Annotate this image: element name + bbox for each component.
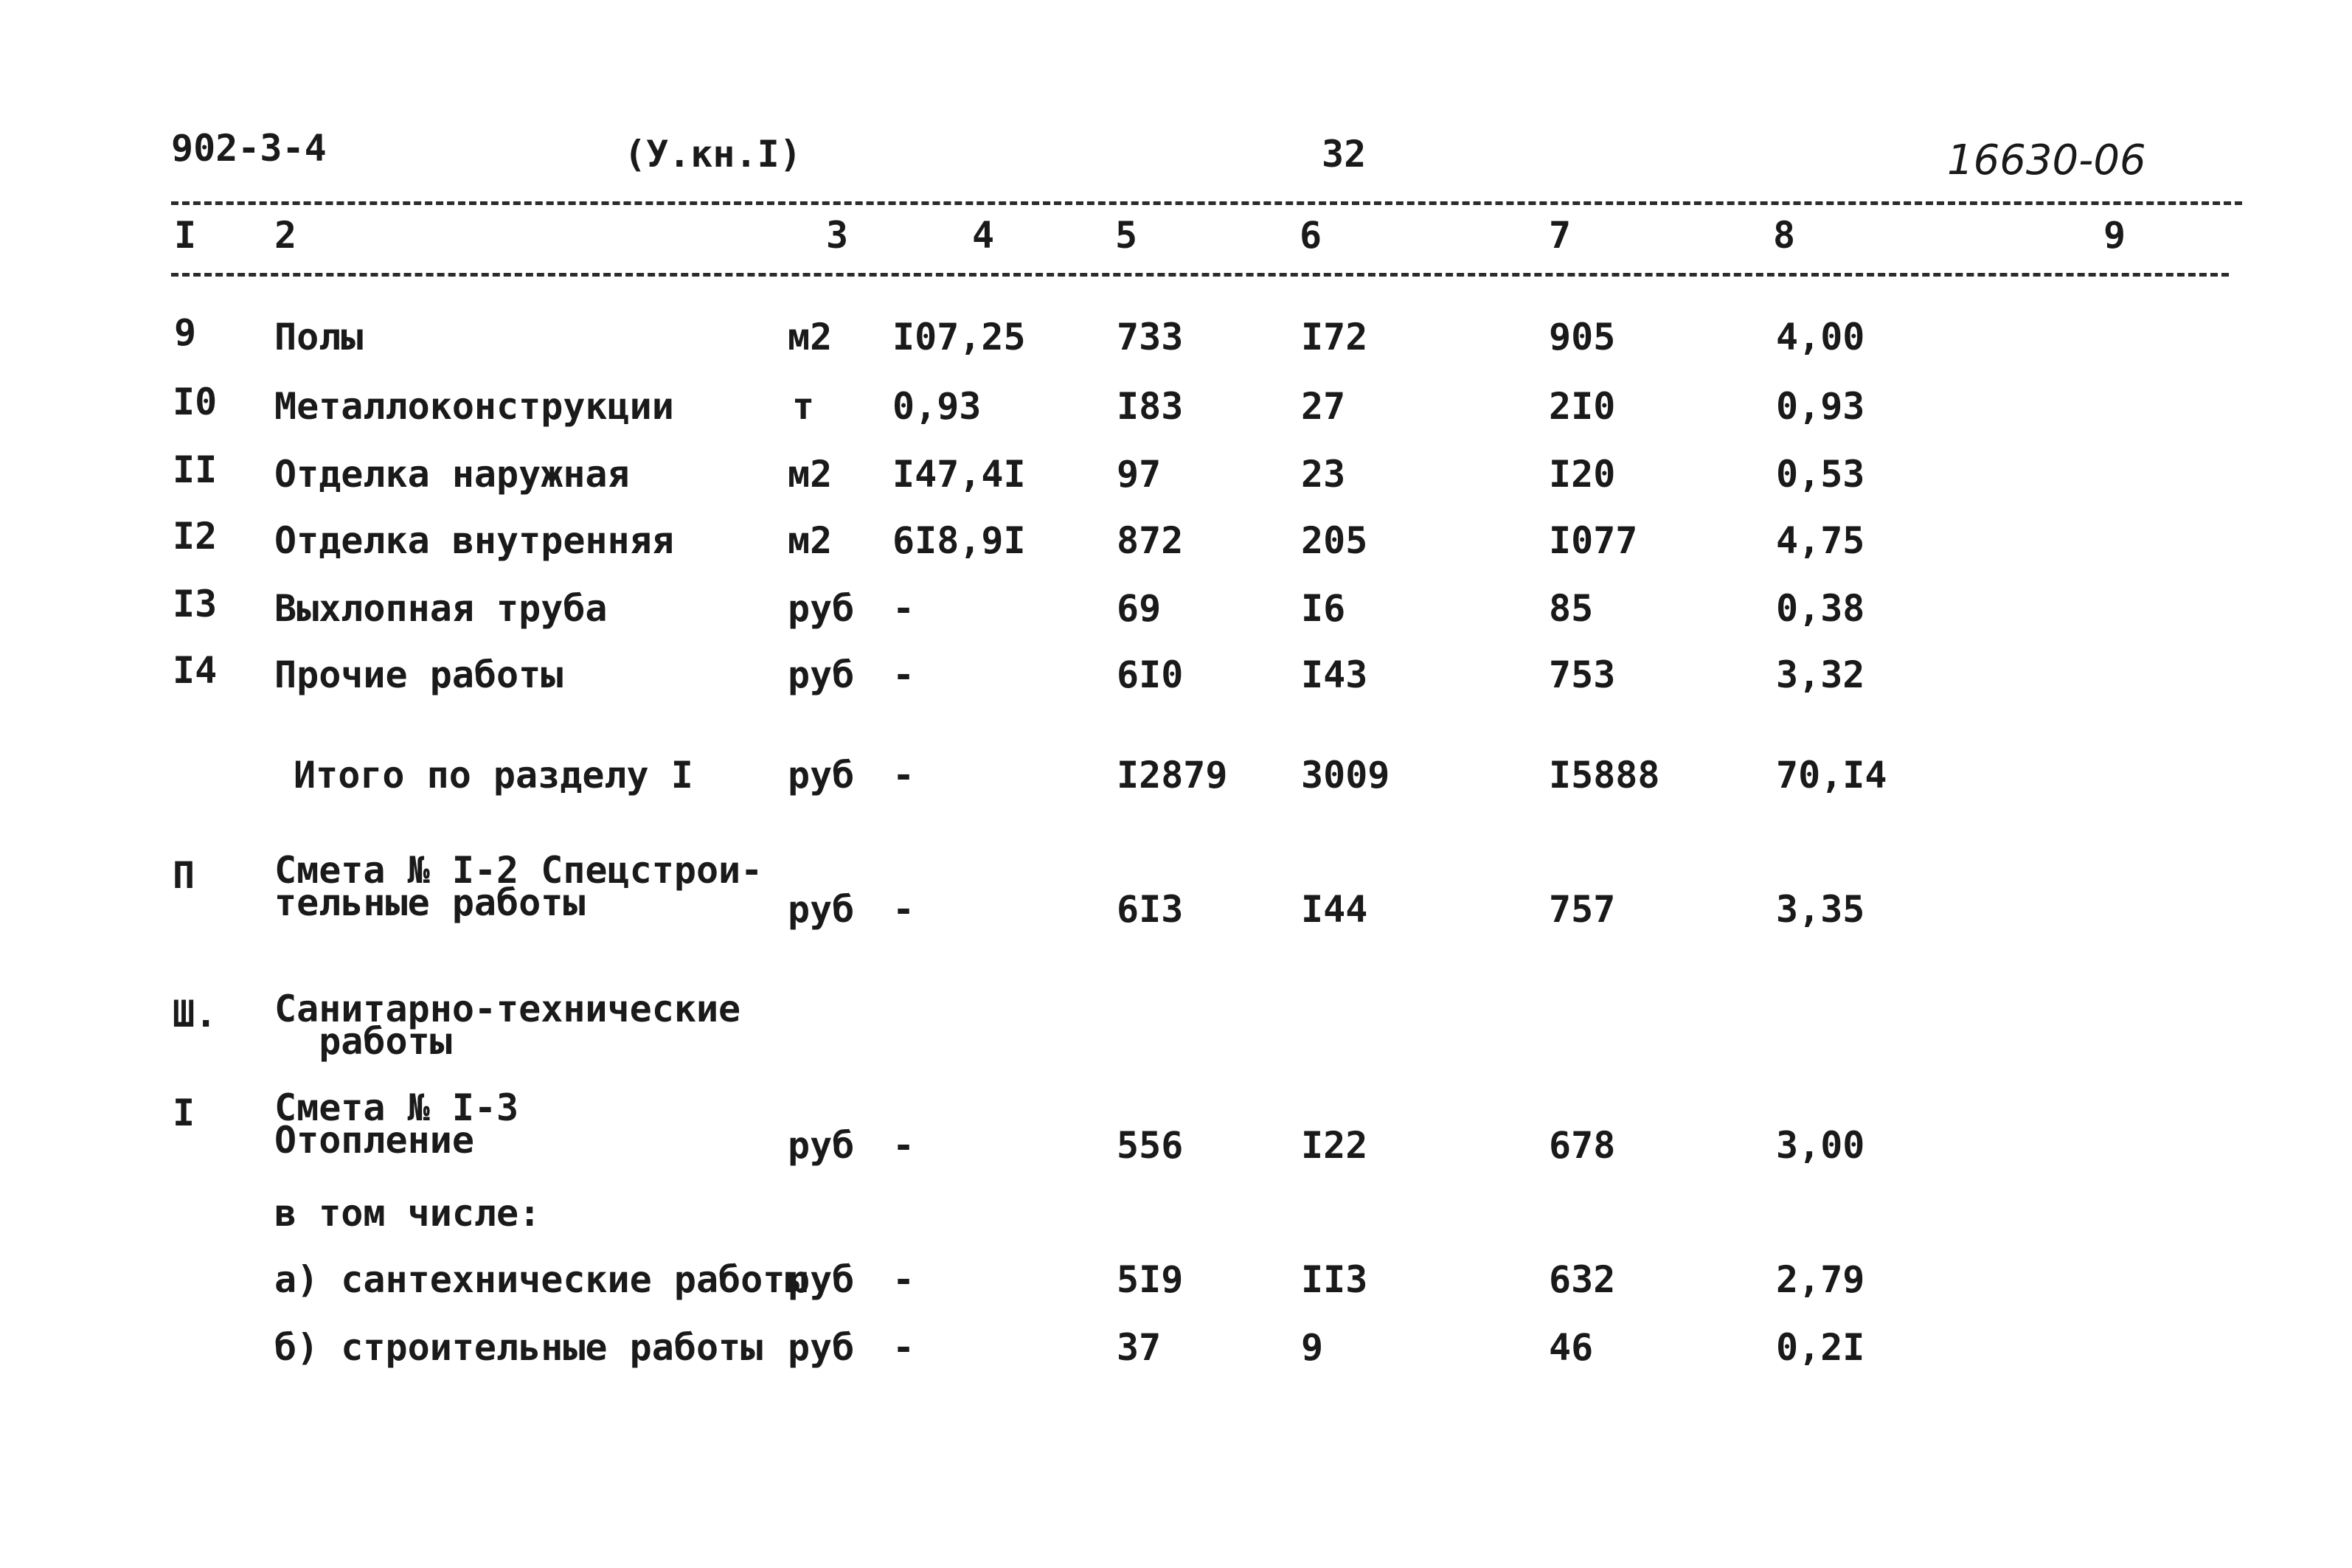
row-name: Прочие работы	[274, 653, 563, 696]
row-col6: II3	[1301, 1258, 1368, 1301]
row-col7: 632	[1549, 1258, 1616, 1301]
row-col7: 753	[1549, 653, 1616, 696]
row-col6: I44	[1301, 888, 1368, 931]
column-header-9: 9	[2103, 214, 2126, 257]
row-number: I0	[173, 381, 218, 423]
row-unit: руб	[788, 587, 855, 630]
row-col8: 4,75	[1776, 519, 1865, 562]
header-top-rule	[171, 201, 2242, 205]
row-col5: 37	[1117, 1326, 1162, 1369]
row-col8: 3,00	[1776, 1124, 1865, 1167]
row-col6: 23	[1301, 453, 1346, 496]
row-number: I	[173, 1092, 195, 1134]
column-header-1: I	[174, 214, 197, 257]
row-col5: I2879	[1117, 754, 1228, 797]
row-col7: 905	[1549, 316, 1616, 358]
row-name: Выхлопная труба	[274, 587, 608, 630]
row-name: Смета № I-2 Спецстрои- тельные работы	[274, 849, 763, 924]
row-number: I2	[173, 515, 218, 558]
row-col7: 46	[1549, 1326, 1594, 1369]
section-heading: Санитарно-технические работы	[274, 988, 741, 1063]
document-code: 902-3-4	[171, 127, 327, 170]
subitems-label: в том числе:	[274, 1192, 541, 1235]
row-col8: 0,93	[1776, 385, 1865, 428]
row-quantity: 0,93	[892, 385, 982, 428]
page-number: 32	[1322, 133, 1367, 176]
archive-number: 16630-06	[1947, 136, 2146, 184]
row-quantity: I07,25	[892, 316, 1026, 358]
row-number: I3	[173, 583, 218, 625]
column-header-5: 5	[1115, 214, 1138, 257]
row-col5: 69	[1117, 587, 1162, 630]
row-col8: 0,53	[1776, 453, 1865, 496]
row-col6: 27	[1301, 385, 1346, 428]
volume-label: (У.кн.I)	[624, 133, 802, 176]
row-number: 9	[174, 311, 197, 354]
row-unit: м2	[788, 519, 833, 562]
column-header-7: 7	[1549, 214, 1572, 257]
row-number: Ш.	[173, 993, 218, 1035]
row-col7: I077	[1549, 519, 1638, 562]
row-col8: 3,32	[1776, 653, 1865, 696]
row-name: Отделка внутренняя	[274, 519, 674, 562]
row-unit: руб	[788, 1124, 855, 1167]
row-col7: I20	[1549, 453, 1616, 496]
row-col7: 757	[1549, 888, 1616, 931]
row-col5: 872	[1117, 519, 1184, 562]
row-name: Металлоконструкции	[274, 385, 674, 428]
row-col7: I5888	[1549, 754, 1660, 797]
column-header-6: 6	[1300, 214, 1322, 257]
row-name: Отделка наружная	[274, 453, 630, 496]
row-number: I4	[173, 649, 218, 692]
row-col6: 205	[1301, 519, 1368, 562]
row-col7: 85	[1549, 587, 1594, 630]
row-col6: I43	[1301, 653, 1368, 696]
row-col5: 5I9	[1117, 1258, 1184, 1301]
row-col7: 2I0	[1549, 385, 1616, 428]
row-quantity: -	[892, 888, 915, 931]
row-quantity: -	[892, 1326, 915, 1369]
row-col5: 6I3	[1117, 888, 1184, 931]
row-number: П	[173, 854, 195, 897]
header-bottom-rule	[171, 273, 2229, 277]
row-col5: I83	[1117, 385, 1184, 428]
row-col6: I6	[1301, 587, 1346, 630]
row-col5: 733	[1117, 316, 1184, 358]
row-col8: 70,I4	[1776, 754, 1887, 797]
row-unit: м2	[788, 453, 833, 496]
row-quantity: -	[892, 1124, 915, 1167]
row-col8: 2,79	[1776, 1258, 1865, 1301]
row-unit: руб	[788, 1258, 855, 1301]
row-unit: руб	[788, 754, 855, 797]
row-name: а) сантехнические работы	[274, 1258, 808, 1301]
row-quantity: -	[892, 1258, 915, 1301]
row-col5: 97	[1117, 453, 1162, 496]
row-number: II	[173, 448, 218, 491]
row-quantity: -	[892, 587, 915, 630]
column-header-3: 3	[826, 214, 849, 257]
row-name: б) строительные работы	[274, 1326, 763, 1369]
row-col8: 4,00	[1776, 316, 1865, 358]
row-name: Полы	[274, 316, 364, 358]
column-header-4: 4	[972, 214, 995, 257]
row-name: Смета № I-3 Отопление	[274, 1086, 519, 1162]
row-quantity: -	[892, 653, 915, 696]
row-col5: 556	[1117, 1124, 1184, 1167]
row-quantity: I47,4I	[892, 453, 1026, 496]
row-col6: I22	[1301, 1124, 1368, 1167]
row-col8: 3,35	[1776, 888, 1865, 931]
row-quantity: -	[892, 754, 915, 797]
row-col6: 3009	[1301, 754, 1390, 797]
column-header-2: 2	[274, 214, 297, 257]
row-col8: 0,2I	[1776, 1326, 1865, 1369]
row-unit: м2	[788, 316, 833, 358]
row-col7: 678	[1549, 1124, 1616, 1167]
row-quantity: 6I8,9I	[892, 519, 1026, 562]
row-unit: руб	[788, 1326, 855, 1369]
row-col5: 6I0	[1117, 653, 1184, 696]
row-col6: 9	[1301, 1326, 1324, 1369]
row-unit: руб	[788, 888, 855, 931]
row-col6: I72	[1301, 316, 1368, 358]
row-unit: руб	[788, 653, 855, 696]
row-col8: 0,38	[1776, 587, 1865, 630]
section-total-label: Итого по разделу I	[294, 754, 693, 797]
row-unit: т	[792, 385, 815, 428]
column-header-8: 8	[1773, 214, 1796, 257]
